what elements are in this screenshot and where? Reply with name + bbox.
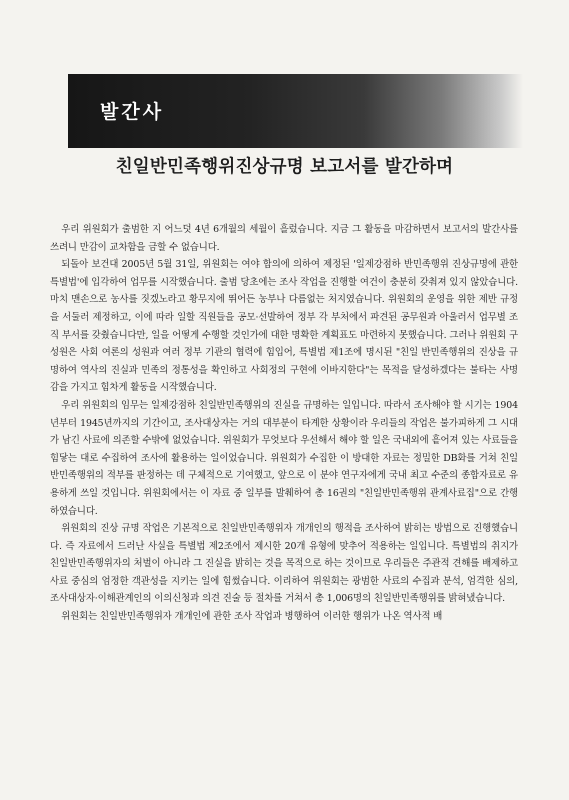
body-text: [50, 221, 518, 626]
paragraph: 위원회는 친일반민족행위자 개개인에 관한 조사 작업과 병행하여 이러한 행위가 나온 역사적 배: [61, 611, 443, 623]
section-label: 발간사: [100, 101, 165, 123]
paragraph: 되돌아 보건대 2005년 5월 31일, 위원회는 여야 합의에 의하여 제정된 '일제강점하 반민족행위 진상규명에 관한 특별법'에 입각하여 업무를 시작했습니다. 출범 당초에는 조사 작업을 진행할 여건이 충분히 갖춰져 있지 않았습니다. 마치 맨손으로 농사를 짓겠노라고 황무지에 뛰어든 농부나 다름없는 처지였습니다. 위원회의 운영을 위한 제반 규정을 서둘러 제정하고, 이에 따라 일할 직원들을 공모·선발하여 정부 각 부처에서 파견된 공무원과 아울러서 업무별 조직 부서를 갖췄습니다만, 일을 어떻게 수행할 것인가에 대한 명확한 계획표도 마련하지 못했습니다. 그러나 위원회 구성원은 사회 여론의 성원과 여러 정부 기관의 협력에 힘입어, 특별법 제1조에 명시된 "친일 반민족행위의 진상을 규명하여 역사의 진실과 민족의 정통성을 확인하고 사회정의 구현에 이바지한다"는 목적을 달성하겠다는 불타는 사명감을 가지고 힘차게 활동을 시작했습니다.: [50, 259, 518, 394]
paragraph: 우리 위원회의 임무는 일제강점하 친일반민족행위의 진실을 규명하는 일입니다. 따라서 조사해야 할 시기는 1904년부터 1945년까지의 기간이고, 조사대상자는 거의 대부분이 타계한 상황이라 우리들의 작업은 불가피하게 그 시대가 남긴 사료에 의존할 수밖에 없었습니다. 위원회가 무엇보다 우선해서 해야 할 일은 국내외에 흩어져 있는 사료들을 힘닿는 대로 수집하여 조사에 활용하는 일이었습니다. 위원회가 수집한 이 방대한 자료는 정밀한 DB화를 거쳐 친일반민족행위의 적부를 판정하는 데 구체적으로 기여했고, 앞으로 이 분야 연구자에게 국내 최고 수준의 종합자료로 유용하게 쓰일 것입니다. 위원회에서는 이 자료 중 일부를 발췌하여 총 16권의 "친일반민족행위 관계사료집"으로 간행하였습니다.: [50, 399, 518, 517]
document-title: 친일반민족행위진상규명 보고서를 발간하며: [115, 157, 454, 177]
paragraph: 우리 위원회가 출범한 지 어느덧 4년 6개월의 세월이 흘렀습니다. 지금 그 활동을 마감하면서 보고서의 발간사를 쓰려니 만감이 교차함을 금할 수 없습니다.: [50, 224, 518, 253]
paragraph: 위원회의 진상 규명 작업은 기본적으로 친일반민족행위자 개개인의 행적을 조사하여 밝히는 방법으로 진행했습니다. 즉 자료에서 드러난 사실을 특별법 제2조에서 제시한 20개 유형에 맞추어 적용하는 일입니다. 특별법의 취지가 친일반민족행위자의 처벌이 아니라 그 진실을 밝히는 것을 목적으로 하는 것이므로 우리들은 주관적 견해를 배제하고 사료 중심의 엄정한 객관성을 지키는 일에 힘썼습니다. 이리하여 위원회는 광범한 사료의 수집과 분석, 엄격한 심의, 조사대상자·이해관계인의 이의신청과 의견 진술 등 절차를 거쳐서 총 1,006명의 친일반민족행위를 밝혀냈습니다.: [50, 523, 518, 605]
